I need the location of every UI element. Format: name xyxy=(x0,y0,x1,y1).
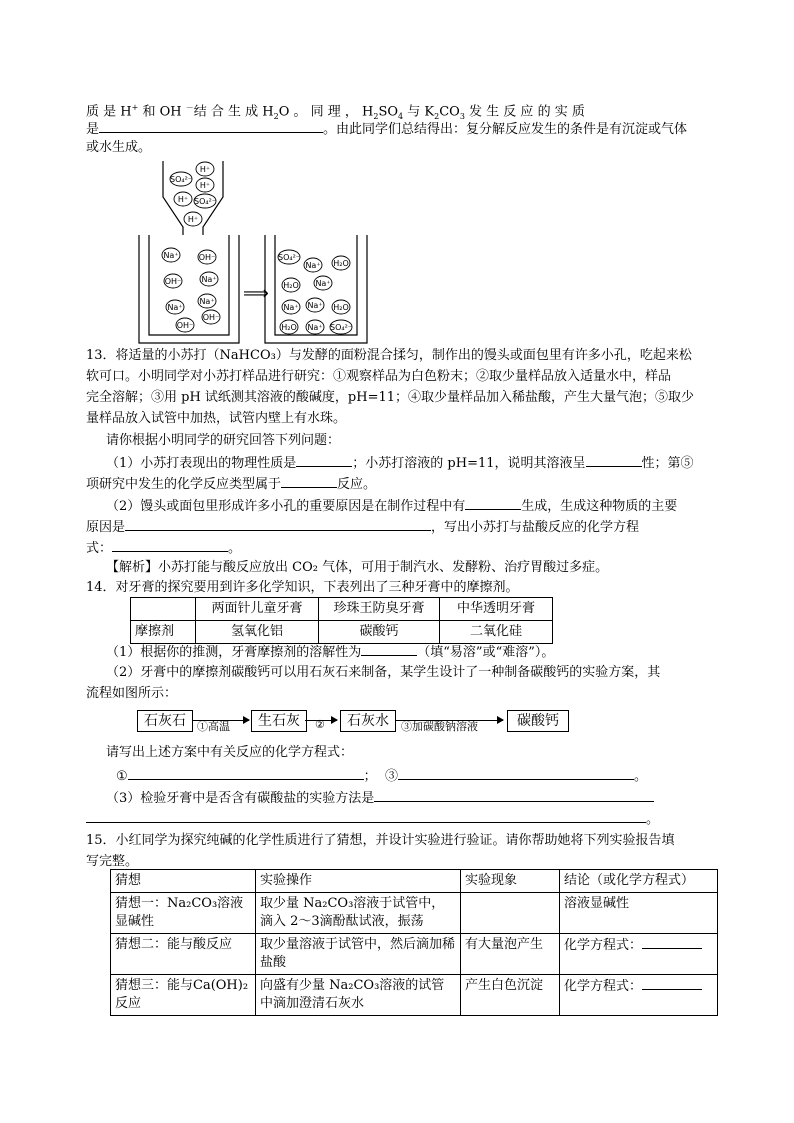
ion-label: Na⁺ xyxy=(167,303,183,312)
q14-line-1: 14．对牙膏的探究要用到许多化学知识，下表列出了三种牙膏中的摩擦剂。 xyxy=(86,580,519,595)
ion-label: OH⁻ xyxy=(198,253,216,262)
table-cell: 结论（或化学方程式） xyxy=(560,870,718,893)
neutralization-diagram xyxy=(135,157,375,347)
ion-label: H₂O xyxy=(333,259,349,268)
answer-blank[interactable] xyxy=(296,454,352,467)
answer-blank[interactable] xyxy=(112,539,228,552)
flow-arrow: ①高温 xyxy=(193,720,249,721)
q13-part2-c: 式： 。 xyxy=(86,541,242,556)
ion-label: SO₄²⁻ xyxy=(329,323,353,332)
q13-part2-b: 原因是 ，写出小苏打与盐酸反应的化学方程 xyxy=(86,520,640,535)
answer-blank[interactable] xyxy=(642,977,702,990)
table-cell: 珍珠王防臭牙膏 xyxy=(319,598,440,621)
experiment-report-table xyxy=(110,869,718,1016)
answer-blank[interactable] xyxy=(86,810,646,823)
table-cell: 二氧化硅 xyxy=(440,621,553,644)
ion-label: SO₄²⁻ xyxy=(277,253,301,262)
answer-blank[interactable] xyxy=(281,475,337,488)
table-cell: 碳酸钙 xyxy=(319,621,440,644)
answer-blank[interactable] xyxy=(586,454,642,467)
ion-label: H₂O xyxy=(283,281,299,290)
ion-label: H⁺ xyxy=(187,215,199,224)
table-cell: 猜想二：能与酸反应 xyxy=(111,934,256,975)
ion-label: Na⁺ xyxy=(283,303,299,312)
answer-blank[interactable] xyxy=(398,767,634,780)
flow-box-limestone: 石灰石 xyxy=(137,710,193,732)
answer-blank[interactable] xyxy=(125,518,431,531)
flow-box-quicklime: 生石灰 xyxy=(251,710,307,732)
table-cell: 氢氧化铝 xyxy=(196,621,319,644)
table-cell: 实验操作 xyxy=(256,870,461,893)
ion-label: H⁺ xyxy=(199,165,211,174)
table-cell: 化学方程式： xyxy=(560,975,718,1016)
answer-blank[interactable] xyxy=(374,789,654,802)
ion-label: Na⁺ xyxy=(307,323,323,332)
ion-label: Na⁺ xyxy=(163,251,179,260)
q14-part3-b: 。 xyxy=(86,810,659,828)
answer-blank[interactable] xyxy=(99,120,323,133)
table-header-row xyxy=(111,870,718,893)
q14-part1: （1）根据你的推测，牙膏摩擦剂的溶解性为 （填“易溶”或“难溶”）。 xyxy=(106,645,555,660)
table-cell: 产生白色沉淀 xyxy=(461,975,560,1016)
ion-label: H₂O xyxy=(281,323,297,332)
q15-line-1: 15．小红同学为探究纯碱的化学性质进行了猜想，并设计实验进行验证。请你帮助她将下列实验报告填 xyxy=(86,833,675,848)
answer-blank[interactable] xyxy=(361,643,417,656)
q13-part1-b: 项研究中发生的化学反应类型属于 反应。 xyxy=(86,477,377,492)
table-cell: 中华透明牙膏 xyxy=(440,598,553,621)
q15-line-2: 写完整。 xyxy=(86,854,139,869)
table-row xyxy=(131,621,553,644)
table-cell: 实验现象 xyxy=(461,870,560,893)
q13-line-2: 软可口。小明同学对小苏打样品进行研究：①观察样品为白色粉末；②取少量样品放入适量水中，样品 xyxy=(86,369,672,384)
q12-line-2: 是 。由此同学们总结得出：复分解反应发生的条件是有沉淀或气体 xyxy=(86,122,688,137)
ion-label: Na⁺ xyxy=(199,297,215,306)
table-row xyxy=(111,975,718,1016)
ion-label: Na⁺ xyxy=(305,261,321,270)
ion-label: Na⁺ xyxy=(201,275,217,284)
q13-part1: （1）小苏打表现出的物理性质是 ；小苏打溶液的 pH=11，说明其溶液呈 性；第⑤ xyxy=(106,456,694,471)
flow-arrow: ③加碳酸钠溶液 xyxy=(395,720,503,721)
table-cell: 摩擦剂 xyxy=(131,621,196,644)
q13-line-3: 完全溶解；③用 pH 试纸测其溶液的酸碱度，pH=11；④取少量样品加入稀盐酸，产生大量气泡；⑤取少 xyxy=(86,390,695,405)
table-header-row xyxy=(131,598,553,621)
ion-label: SO₄²⁻ xyxy=(193,197,217,206)
q13-line-5: 请你根据小明同学的研究回答下列问题： xyxy=(106,433,341,448)
table-row xyxy=(111,934,718,975)
table-row xyxy=(111,893,718,934)
q13-analysis: 【解析】小苏打能与酸反应放出 CO₂ 气体，可用于制汽水、发酵粉、治疗胃酸过多症。 xyxy=(106,560,609,575)
q14-part3: （3）检验牙膏中是否含有碳酸盐的实验方法是 xyxy=(106,789,654,807)
ion-label: Na⁺ xyxy=(315,279,331,288)
preparation-flowchart xyxy=(137,704,567,733)
table-cell xyxy=(131,598,196,621)
table-cell: 取少量 Na₂CO₃溶液于试管中，滴入 2～3滴酚酞试液，振荡 xyxy=(256,893,461,934)
q13-part2: （2）馒头或面包里形成许多小孔的重要原因是在制作过程中有 生成，生成这种物质的主要 xyxy=(106,499,678,514)
abrasive-table xyxy=(130,597,553,644)
ion-label: OH⁻ xyxy=(176,321,194,330)
q13-line-4: 量样品放入试管中加热，试管内壁上有水珠。 xyxy=(86,411,347,426)
table-cell: 有大量泡产生 xyxy=(461,934,560,975)
q14-part2-b: 流程如图所示： xyxy=(86,686,178,701)
ion-label: OH⁻ xyxy=(202,313,220,322)
table-cell: 猜想三：能与Ca(OH)₂反应 xyxy=(111,975,256,1016)
ion-label: H₂O xyxy=(333,303,349,312)
table-cell: 向盛有少量 Na₂CO₃溶液的试管中滴加澄清石灰水 xyxy=(256,975,461,1016)
table-cell: 溶液显碱性 xyxy=(560,893,718,934)
ion-label: H⁺ xyxy=(199,181,211,190)
table-cell[interactable] xyxy=(461,893,560,934)
answer-blank[interactable] xyxy=(128,767,364,780)
q12-line-1: 质 是 H+ 和 OH －结 合 生 成 $H_2O$ 。 同 理 ， $H_2SO_4$ 与 $K_2CO_3$ 发 生 反 应 的 实 质 xyxy=(86,103,585,121)
table-cell: 取少量溶液于试管中，然后滴加稀盐酸 xyxy=(256,934,461,975)
flow-arrow: ② xyxy=(305,720,337,721)
flow-box-limewater: 石灰水 xyxy=(340,710,396,732)
ion-label: OH⁻ xyxy=(164,277,182,286)
q14-ask: 请写出上述方案中有关反应的化学方程式： xyxy=(106,745,354,760)
table-cell: 两面针儿童牙膏 xyxy=(196,598,319,621)
q12-line-3: 或水生成。 xyxy=(86,140,152,155)
q14-equations: ① ； ③ 。 xyxy=(116,769,647,784)
table-cell: 猜想 xyxy=(111,870,256,893)
q13-line-1: 13．将适量的小苏打（NaHCO₃）与发酵的面粉混合揉匀，制作出的馒头或面包里有许多小孔，吃起来松 xyxy=(86,348,692,363)
table-cell: 化学方程式： xyxy=(560,934,718,975)
q14-part2: （2）牙膏中的摩擦剂碳酸钙可以用石灰石来制备，某学生设计了一种制备碳酸钙的实验方案，其 xyxy=(106,665,661,680)
ion-label: Na⁺ xyxy=(307,301,323,310)
ion-label: H⁺ xyxy=(177,195,189,204)
table-cell: 猜想一：Na₂CO₃溶液显碱性 xyxy=(111,893,256,934)
answer-blank[interactable] xyxy=(642,936,702,949)
flow-box-calcium-carbonate: 碳酸钙 xyxy=(507,710,569,732)
answer-blank[interactable] xyxy=(465,497,521,510)
reaction-arrow: ⟹ xyxy=(243,283,269,304)
ion-label: SO₄²⁻ xyxy=(169,175,193,184)
